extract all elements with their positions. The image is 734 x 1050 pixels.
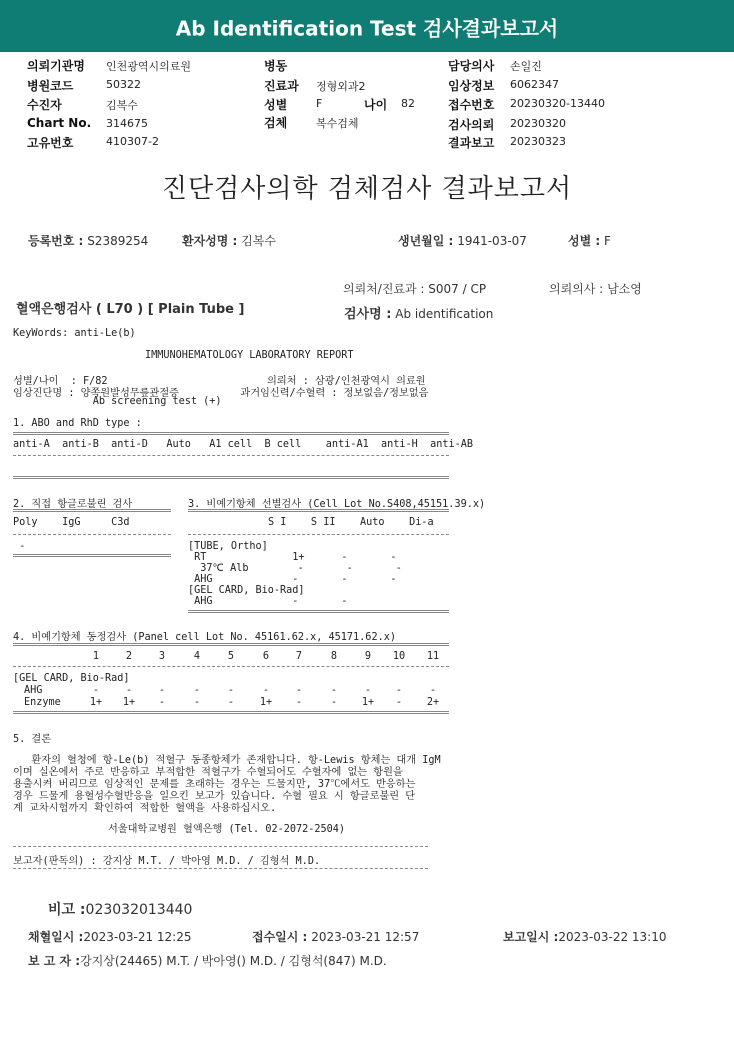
info-line-3: Ab screening test (+): [13, 396, 222, 407]
label-clinical-info: 임상정보: [448, 79, 495, 93]
divider: [13, 711, 449, 714]
panel-column-header: 3: [158, 651, 166, 662]
divider: [13, 846, 428, 847]
divider: [13, 509, 171, 512]
panel-cell: -: [330, 697, 338, 708]
label-hospital-code: 병원코드: [27, 79, 74, 93]
dept-label: 의뢰처/진료과 :: [343, 282, 425, 296]
conclusion-title: 5. 결론: [13, 734, 52, 745]
panel-cell: 2+: [426, 697, 440, 708]
sex-label: 성별 :: [568, 234, 601, 248]
divider: [13, 554, 171, 557]
value-report-date: 20230323: [510, 135, 566, 148]
value-unique-no: 410307-2: [106, 135, 159, 148]
label-request-date: 검사의뢰: [448, 118, 495, 132]
value-department: 정형외과2: [316, 80, 366, 93]
panel-column-header: 5: [227, 651, 235, 662]
panel-column-header: 11: [426, 651, 440, 662]
reporter-label: 보 고 자 :: [28, 954, 81, 968]
label-institution: 의뢰기관명: [27, 59, 85, 73]
conclusion-line: 이며 실온에서 주로 반응하고 부적합한 적혈구가 수혈되어도 수혈자에 없는 항원을: [13, 767, 403, 778]
divider: [188, 509, 449, 512]
label-doctor: 담당의사: [448, 59, 495, 73]
name-value: 김복수: [241, 234, 276, 248]
panel-column-header: 2: [125, 651, 133, 662]
note-value: 023032013440: [85, 902, 193, 918]
referring-doctor-label: 의뢰의사 :: [549, 282, 604, 296]
test-name-label: 검사명 :: [344, 307, 392, 322]
report-time-value: 2023-03-22 13:10: [558, 930, 667, 944]
sex-value: F: [604, 234, 611, 248]
name-label: 환자성명 :: [182, 234, 238, 248]
section-title: 혈액은행검사 ( L70 ) [ Plain Tube ]: [16, 302, 245, 317]
conclusion-line: 계 교차시험까지 확인하여 적합한 혈액을 사용하십시오.: [13, 803, 277, 814]
note-label: 비고 :: [48, 902, 86, 918]
panel-cell: -: [125, 685, 133, 696]
value-request-date: 20230320: [510, 117, 566, 130]
value-receipt-no: 20230320-13440: [510, 97, 605, 110]
value-sex: F: [316, 97, 323, 110]
report-title: 진단검사의학 검체검사 결과보고서: [161, 174, 573, 204]
collect-value: 2023-03-21 12:25: [83, 930, 192, 944]
panel-column-header: 1: [92, 651, 100, 662]
panel-cell: -: [429, 685, 437, 696]
screening-row: AHG - - -: [188, 574, 397, 585]
panel-column-header: 6: [262, 651, 270, 662]
label-department: 진료과: [264, 79, 299, 93]
report-banner: [0, 0, 734, 52]
panel-cell: -: [295, 697, 303, 708]
abo-title: 1. ABO and RhD type :: [13, 418, 142, 429]
reporter-value: 강지상(24465) M.T. / 박아영() M.D. / 김형석(847) M.D.: [80, 954, 387, 968]
screening-row: [TUBE, Ortho]: [188, 541, 268, 552]
panel-cell: -: [330, 685, 338, 696]
keywords: KeyWords: anti-Le(b): [13, 328, 136, 339]
panel-cell: -: [364, 685, 372, 696]
receive-label: 접수일시 :: [252, 930, 308, 944]
info-line-1: 성별/나이 : F/82 의뢰처 : 삼광/인천광역시 의료원: [13, 376, 426, 387]
screening-columns: S I S II Auto Di-a: [268, 517, 434, 528]
dat-columns: Poly IgG C3d: [13, 517, 130, 528]
panel-column-header: 4: [193, 651, 201, 662]
blood-bank-line: 서울대학교병원 혈액은행 (Tel. 02-2072-2504): [108, 824, 346, 835]
value-doctor: 손일진: [510, 60, 542, 73]
value-clinical-info: 6062347: [510, 78, 559, 91]
reg-value: S2389254: [87, 234, 149, 248]
collect-label: 채혈일시 :: [28, 930, 84, 944]
panel-column-header: 7: [295, 651, 303, 662]
dept-value: S007 / CP: [428, 282, 487, 296]
conclusion-line: 경우 드물게 용혈성수혈반응을 일으킨 보고가 있습니다. 수혈 필요 시 항글로불린 단: [13, 791, 416, 802]
value-chart-no: 314675: [106, 117, 148, 130]
panel-cell: -: [295, 685, 303, 696]
panel-cell: -: [193, 697, 201, 708]
panel-column-header: 10: [392, 651, 406, 662]
panel-title: 4. 비예기항체 동정검사 (Panel cell Lot No. 45161.62.x, 45171.62.x): [13, 632, 396, 643]
lab-title: IMMUNOHEMATOLOGY LABORATORY REPORT: [145, 350, 354, 361]
divider: [13, 534, 171, 535]
label-ward: 병동: [264, 59, 288, 73]
reporter-line: 보고자(판독의) : 강지상 M.T. / 박아영 M.D. / 김형석 M.D.: [13, 856, 321, 867]
panel-cell: -: [158, 697, 166, 708]
label-sex: 성별: [264, 98, 288, 112]
value-patient: 김복수: [106, 99, 138, 112]
label-age: 나이: [364, 98, 388, 112]
label-specimen: 검체: [264, 116, 288, 130]
divider: [13, 455, 449, 456]
screening-row: [GEL CARD, Bio-Rad]: [188, 585, 305, 596]
value-institution: 인천광역시의료원: [106, 60, 192, 73]
label-chart-no: Chart No.: [27, 116, 92, 130]
panel-cell: -: [92, 685, 100, 696]
info-line-2: 임상진단명 : 양쪽원발성무릎관절증 과거임신력/수혈력 : 정보없음/정보없음: [13, 388, 429, 399]
panel-cell: -: [193, 685, 201, 696]
panel-cell: -: [227, 697, 235, 708]
label-receipt-no: 접수번호: [448, 98, 495, 112]
label-report-date: 결과보고: [448, 136, 495, 150]
label-unique-no: 고유번호: [27, 136, 74, 150]
panel-cell: -: [227, 685, 235, 696]
divider: [13, 868, 428, 869]
dat-title: 2. 직접 항글로불린 검사: [13, 499, 133, 510]
panel-cell: -: [395, 697, 403, 708]
value-hospital-code: 50322: [106, 78, 141, 91]
receive-value: 2023-03-21 12:57: [311, 930, 420, 944]
test-name-value: Ab identification: [395, 307, 494, 321]
panel-column-header: 9: [364, 651, 372, 662]
divider: [13, 432, 449, 435]
conclusion-line: 용출시켜 버리므로 임상적인 문제를 초래하는 경우는 드물지만, 37℃에서도 반응하는: [13, 779, 416, 790]
panel-cell: 1+: [361, 697, 375, 708]
panel-cell: 1+: [89, 697, 103, 708]
panel-cell: -: [395, 685, 403, 696]
dob-value: 1941-03-07: [457, 234, 527, 248]
referring-doctor-value: 남소영: [607, 282, 642, 296]
screening-row: 37℃ Alb - - -: [188, 563, 402, 574]
panel-cell: -: [158, 685, 166, 696]
banner-title: Ab Identification Test 검사결과보고서: [175, 16, 559, 41]
value-specimen: 복수검체: [316, 117, 359, 130]
panel-cell: 1+: [259, 697, 273, 708]
screening-row: RT 1+ - -: [188, 552, 397, 563]
panel-group: [GEL CARD, Bio-Rad]: [13, 673, 130, 684]
divider: [13, 666, 449, 667]
dat-value: -: [13, 541, 26, 552]
panel-row-name: AHG: [24, 685, 43, 696]
panel-column-header: 8: [330, 651, 338, 662]
screening-title: 3. 비예기항체 선별검사 (Cell Lot No.S408,45151.39.x): [188, 499, 486, 510]
conclusion-line: 환자의 혈청에 항-Le(b) 적혈구 동종항체가 존재합니다. 항-Lewis 항체는 대개 IgM: [13, 755, 441, 766]
panel-cell: -: [262, 685, 270, 696]
value-age: 82: [401, 97, 415, 110]
panel-cell: 1+: [122, 697, 136, 708]
dob-label: 생년월일 :: [398, 234, 454, 248]
panel-row-name: Enzyme: [24, 697, 61, 708]
divider: [13, 643, 449, 646]
label-patient: 수진자: [27, 98, 62, 112]
abo-columns: anti-A anti-B anti-D Auto A1 cell B cell anti-A1 anti-H anti-AB: [13, 439, 474, 450]
divider: [188, 534, 449, 535]
reg-label: 등록번호 :: [28, 234, 84, 248]
report-time-label: 보고일시 :: [503, 930, 559, 944]
screening-row: AHG - -: [188, 596, 348, 607]
divider: [188, 610, 449, 613]
divider: [13, 476, 449, 479]
